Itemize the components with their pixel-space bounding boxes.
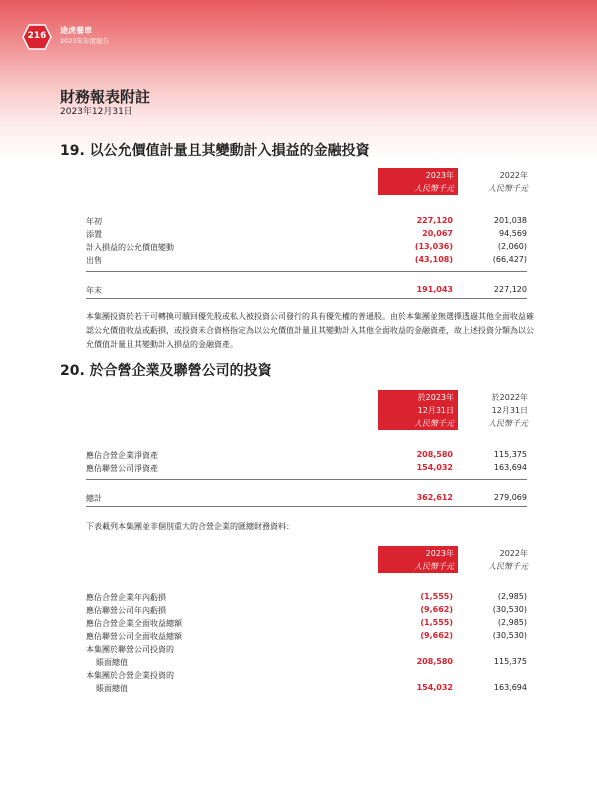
s20b-row-value-2023: 154,032 xyxy=(416,683,453,692)
s20b-row-value-2022: (30,530) xyxy=(492,605,527,614)
s20-row-label: 應佔合營企業淨資產 xyxy=(86,451,158,460)
s20b-row-value-2022: (30,530) xyxy=(492,631,527,640)
s20-total-label: 總計 xyxy=(86,494,102,503)
s19-row-value-2023: (43,108) xyxy=(414,255,453,264)
s19-row-value-2023: (13,036) xyxy=(414,242,453,251)
s20-row-value-2023: 208,580 xyxy=(416,450,453,459)
s20-row-value-2022: 115,375 xyxy=(493,450,527,459)
s19-row-value-2023: 20,067 xyxy=(422,229,453,238)
s19-total-label: 年末 xyxy=(86,286,102,295)
s20b-row-value-2022: 163,694 xyxy=(493,683,527,692)
page-date: 2023年12月31日 xyxy=(60,107,133,117)
s19-row-value-2022: 201,038 xyxy=(493,216,527,225)
col-year: 於2023年 xyxy=(417,393,454,402)
s20b-row-value-2023: (9,662) xyxy=(420,605,453,614)
s20b-row-label: 本集團於合營企業投資的 xyxy=(86,671,174,680)
s19-row-label: 計入損益的公允價值變動 xyxy=(86,243,174,252)
col-year: 2023年 xyxy=(425,549,454,558)
s20b-row-value-2023: 208,580 xyxy=(416,657,453,666)
s20b-row-value-2022: 115,375 xyxy=(493,657,527,666)
s20-row-value-2023: 154,032 xyxy=(416,463,453,472)
s20b-row-label: 應佔聯營公司全面收益總額 xyxy=(86,632,182,641)
s19-col-2023 xyxy=(378,168,458,195)
s20b-row-value-2022: (2,985) xyxy=(497,592,527,601)
s19-row-value-2022: (2,060) xyxy=(497,242,527,251)
s20b-row-value-2023: (1,555) xyxy=(420,592,453,601)
col-date: 12月31日 xyxy=(491,406,528,415)
s19-row-value-2022: 94,569 xyxy=(499,229,527,238)
s19-total-2023: 191,043 xyxy=(416,285,453,294)
s19-row-label: 年初 xyxy=(86,217,102,226)
s19-note: 本集團投資於若干可轉換可贖回優先股或私人被投資公司發行的具有優先權的普通股。由於本集團並無選擇透過其他全面收益確認公允價值收益或虧損，或投資未合資格指定為以公允價值計量且其變動計入其他全面收益的金融資產，故上述投資分類為以公允價值計量且其變動計入損益的金融資產。 xyxy=(86,312,534,349)
s20-row-label: 應佔聯營公司淨資產 xyxy=(86,464,158,473)
s20-col-2022 xyxy=(458,391,528,430)
page-number: 216 xyxy=(27,31,47,41)
divider xyxy=(86,479,527,480)
s20b-row-label: 應佔聯營公司年內虧損 xyxy=(86,606,166,615)
brand xyxy=(60,26,109,46)
s20b-row-value-2022: (2,985) xyxy=(497,618,527,627)
s20b-row-value-2023: (1,555) xyxy=(420,618,453,627)
s19-col-2022 xyxy=(458,169,528,195)
section-19-heading: 19. 以公允價值計量且其變動計入損益的金融投資 xyxy=(60,143,370,159)
s20-total-2022: 279,069 xyxy=(493,493,527,502)
col-unit: 人民幣千元 xyxy=(414,184,454,193)
divider xyxy=(86,506,527,507)
s20-intro: 下表載列本集團並非個別重大的合營企業的匯總財務資料： xyxy=(86,522,294,531)
col-unit: 人民幣千元 xyxy=(414,562,454,571)
col-date: 12月31日 xyxy=(417,406,454,415)
col-year: 2022年 xyxy=(499,549,528,558)
s20-col-2023 xyxy=(378,390,458,430)
divider xyxy=(86,271,527,272)
report-name: 2023年年度報告 xyxy=(60,37,110,45)
s19-row-label: 出售 xyxy=(86,256,102,265)
section-20-heading: 20. 於合營企業及聯營公司的投資 xyxy=(60,363,272,379)
company-name: 途虎養車 xyxy=(60,26,92,35)
col-year: 2022年 xyxy=(499,171,528,180)
col-unit: 人民幣千元 xyxy=(488,419,528,428)
s20b-row-label: 本集團於聯營公司投資的 xyxy=(86,645,174,654)
page-title: 財務報表附註 xyxy=(60,88,151,106)
s19-row-label: 添置 xyxy=(86,230,102,239)
s20-total-2023: 362,612 xyxy=(416,493,453,502)
s20b-row-label: 應佔合營企業全面收益總額 xyxy=(86,619,182,628)
s20-row-value-2022: 163,694 xyxy=(493,463,527,472)
col-unit: 人民幣千元 xyxy=(488,562,528,571)
s20b-row-label: 賬面總值 xyxy=(96,658,128,667)
s19-row-value-2023: 227,120 xyxy=(416,216,453,225)
col-unit: 人民幣千元 xyxy=(488,184,528,193)
s20b-row-label: 應佔合營企業年內虧損 xyxy=(86,593,166,602)
s20b-col-2022 xyxy=(458,547,528,573)
s19-total-2022: 227,120 xyxy=(493,285,527,294)
s19-row-value-2022: (66,427) xyxy=(492,255,527,264)
divider xyxy=(86,298,527,299)
s20b-row-value-2023: (9,662) xyxy=(420,631,453,640)
col-year: 2023年 xyxy=(425,171,454,180)
col-unit: 人民幣千元 xyxy=(414,419,454,428)
s20b-row-label: 賬面總值 xyxy=(96,684,128,693)
page-number-badge xyxy=(22,24,52,50)
s20b-col-2023 xyxy=(378,546,458,573)
col-year: 於2022年 xyxy=(491,393,528,402)
